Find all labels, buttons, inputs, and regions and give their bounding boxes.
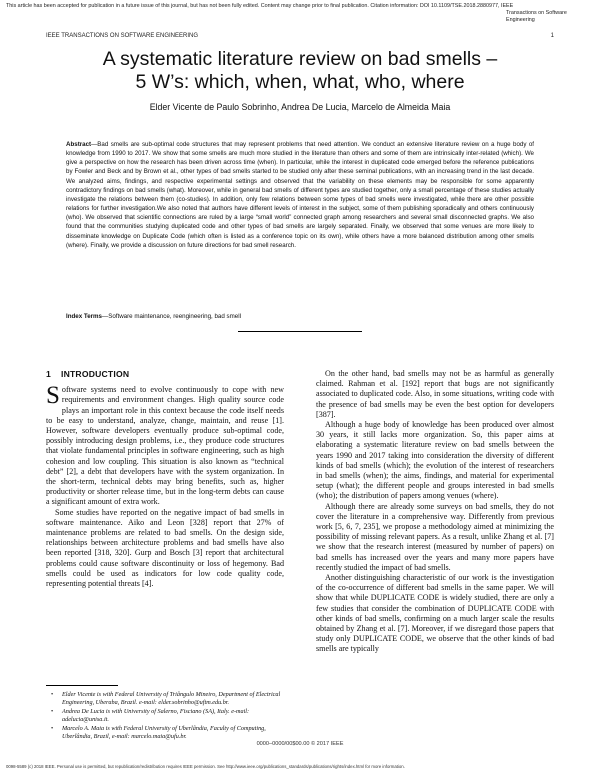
intro-paragraph-5: Although there are already some surveys on bad smells, they do not cover the literature in a comprehensive way. Differently from previous work [5, 6, 7, 235], we propose a methodology aimed at minimizing the possibility of missing relevant papers. As a result, unlike Zhang et al. [7] we show that the research interest (measured by number of papers) on bad smells has increased over the years and many more papers have recently studied the impact of bad smells. bbox=[316, 501, 554, 572]
index-terms bbox=[66, 313, 534, 320]
footnote-item bbox=[46, 691, 284, 706]
right-column bbox=[316, 369, 554, 655]
left-column bbox=[46, 369, 284, 589]
copyright-line: 0000–0000/00$00.00 © 2017 IEEE bbox=[256, 741, 344, 747]
index-terms-text: —Software maintenance, reengineering, bad smell bbox=[102, 313, 241, 320]
footnote-divider bbox=[46, 685, 118, 686]
footnote-bullet: • bbox=[51, 725, 54, 733]
footnote-text: Andrea De Lucia is with University of Salerno, Fisciano (SA), Italy. e-mail: adelucia@unisa.it. bbox=[62, 708, 250, 723]
paper-title bbox=[40, 48, 560, 94]
author-list: Elder Vicente de Paulo Sobrinho, Andrea De Lucia, Marcelo de Almeida Maia bbox=[149, 102, 451, 112]
publication-notice-line-1: This article has been accepted for publication in a future issue of this journal, but has not been fully edited. Content may change prior to final publication. Citation information: DOI 10.1109/TSE.2018.2880977, IEEE bbox=[6, 3, 514, 9]
bottom-rights-notice: 0098-5589 (c) 2018 IEEE. Personal use is permitted, but republication/redistribution requires IEEE permission. See http://www.ieee.org/publications_standards/publications/rights/index.html for more information. bbox=[6, 764, 405, 769]
footnotes bbox=[46, 691, 284, 743]
intro-paragraph-4: Although a huge body of knowledge has been produced over almost 30 years, it still lacks more organization. So, this paper aims at elaborating a systematic literature review on bad smells between the years 1990 and 2017 taking into consideration the diversity of different kinds of bad smells (which); the evolution of the interest of researchers in bad smells (when); the aims, findings, and material for experimental setup (what); the different people and groups interested in bad smells (who); the distribution of papers among venues (where). bbox=[316, 420, 554, 501]
paper-title-line-1: A systematic literature review on bad smells – bbox=[102, 48, 498, 70]
section-number: 1 bbox=[46, 369, 51, 379]
section-divider bbox=[238, 331, 362, 332]
abstract-label: Abstract bbox=[66, 141, 92, 148]
publication-notice bbox=[6, 3, 594, 24]
journal-name: IEEE TRANSACTIONS ON SOFTWARE ENGINEERING bbox=[46, 33, 199, 39]
publication-notice-line-2: Transactions on Software Engineering bbox=[506, 10, 567, 23]
footnote-bullet: • bbox=[51, 691, 54, 698]
intro-paragraph-6: Another distinguishing characteristic of our work is the investigation of the co-occurrence of different bad smells in the same paper. We will show that while DUPLICATE CODE is widely studied, there are only a few studies that consider the combination of DUPLICATE CODE with other kinds of bad smells, confirming on a much larger scale the results obtained by Zhang et al. [7]. Moreover, if we disregard those papers that study only DUPLICATE CODE, we observe that the other kinds of bad smells are typically bbox=[316, 573, 554, 654]
intro-paragraph-2: Some studies have reported on the negative impact of bad smells in software maintenance. Aiko and Leon [328] report that 27% of maintenance problems are related to bad smells. On the design side, relationships between architecture problems and bad smells have also been reported [318, 320]. Gurp and Bosch [3] report that architectural problems could cause software discontinuity or loss of hegemony. Bad smells could be used as indicators for low code quality code, representing potential threats [4]. bbox=[46, 507, 284, 589]
footnote-item bbox=[46, 708, 284, 723]
section-heading bbox=[46, 369, 284, 379]
abstract-text: —Bad smells are sub-optimal code structures that may represent problems that need attention. We conduct an extensive literature review on a huge body of knowledge from 1990 to 2017. We show that some smells are much more studied in the literature than others and some of them are intrinsically inter-related (which). We give a perspective on how the research has been driven across time (when). In particular, while the interest in duplicated code emerged before the reference publications by Fowler and Beck and by Brown et al., other types of bad smells started to be studied only after these seminal publications, with an increasing trend in the last decade. We analyzed aims, findings, and respective experimental settings and observed that the variability on these elements may be responsible for some apparently contradictory findings on bad smells (what). Moreover, while in general bad smells of different types are studied together, only a small percentage of these studies actually investigate the relations between them (co-studies). In addition, only few relations between some types of bad smells were investigated, while there are other possible relations for further investigation.We also noted that authors have different levels of interest in the subject, some of them publishing sporadically and others continuously (who). We observed that scientific connections are ruled by a large “small world” connected graph among researchers and several small disconnected graphs. We also found that the communities studying duplicated code and other types of bad smells are largely separated. Finally, we observed that some venues are more likely to disseminate knowledge on Duplicate Code (which often is listed as a conference topic on its own), while others have a more balanced distribution among other smells (where). Finally, we provide a discussion on future directions for bad smell research. bbox=[66, 141, 534, 249]
paper-title-line-2: 5 W’s: which, when, what, who, where bbox=[135, 71, 465, 93]
abstract bbox=[66, 140, 534, 250]
intro-paragraph-1-text: oftware systems need to evolve continuously to cope with new requirements and environment changes. High quality source code plays an important role in this context because the code itself needs to be easy to understand, analyze, change, maintain, and reuse [1]. However, software developers eventually produce sub-optimal code, possibly introducing design problems, i.e., they produce code structures that violate fundamental principles in software engineering, such as high cohesion and low coupling. This situation is also known as “technical debt” [2], a debt that developers have with the system organization. In the short-term, technical debts may bring benefits, such as, higher productivity or shorter release time, but in the long-term debts can cause a significant amount of extra work. bbox=[46, 385, 284, 507]
footnote-text: Elder Vicente is with Federal University of Triângulo Mineiro, Department of Electrical Engineering, Uberaba, Brazil. e-mail: elder.sobrinho@uftm.edu.br. bbox=[62, 691, 281, 706]
running-head bbox=[46, 33, 554, 39]
footnote-item bbox=[46, 725, 284, 740]
intro-paragraph-1 bbox=[46, 382, 284, 507]
drop-cap: S bbox=[46, 382, 60, 410]
intro-paragraph-3: On the other hand, bad smells may not be as harmful as generally claimed. Rahman et al. [192] report that bugs are not significantly associated to duplicated code. Also, in some situations, writing code with the presence of bad smells may be even the best option for developers [387]. bbox=[316, 369, 554, 419]
section-title: INTRODUCTION bbox=[60, 369, 130, 379]
footnote-bullet: • bbox=[51, 708, 54, 716]
footnote-text: Marcelo A. Maia is with Federal University of Uberlândia, Faculty of Computing, Uberlândia, Brazil, e-mail: marcelo.maia@ufu.br. bbox=[62, 725, 266, 740]
index-terms-label: Index Terms bbox=[66, 313, 102, 320]
page-number: 1 bbox=[550, 33, 554, 39]
